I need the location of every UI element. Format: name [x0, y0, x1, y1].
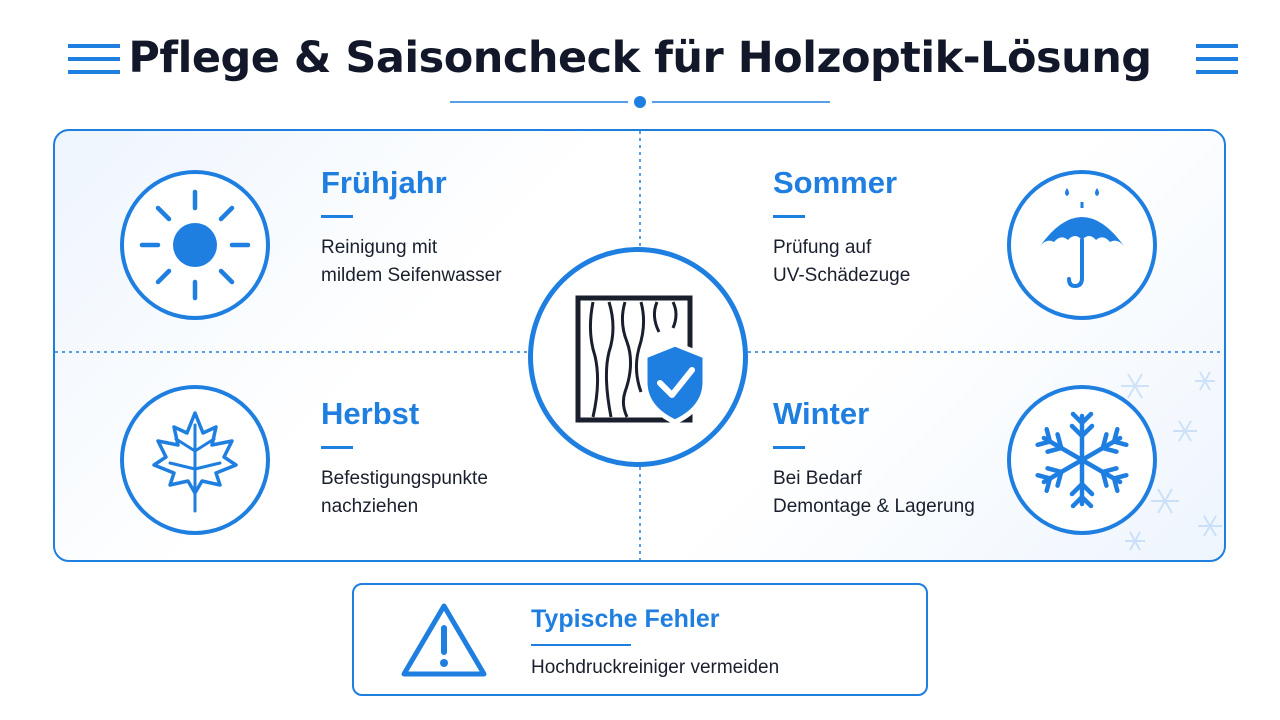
accent-bar [773, 215, 805, 218]
season-description: Prüfung auf UV-Schädezuge [773, 237, 911, 286]
season-title: Sommer [773, 165, 898, 200]
warning-icon [399, 600, 489, 680]
menu-icon[interactable] [1196, 42, 1238, 76]
leaf-icon [124, 389, 266, 531]
summer-icon-circle [1007, 170, 1157, 320]
season-description: Reinigung mit mildem Seifenwasser [321, 237, 502, 286]
wood-shield-icon [533, 252, 743, 462]
title-divider [450, 94, 830, 110]
accent-bar [531, 644, 631, 646]
season-winter [773, 396, 975, 521]
accent-bar [321, 215, 353, 218]
mistakes-text: Hochdruckreiniger vermeiden [531, 657, 780, 678]
page-title: Pflege & Saisoncheck für Holzoptik-Lösung [128, 33, 1152, 83]
season-title: Herbst [321, 396, 420, 431]
season-description: Bei Bedarf Demontage & Lagerung [773, 468, 975, 517]
mistakes-title: Typische Fehler [531, 605, 720, 633]
accent-bar [773, 446, 805, 449]
season-summer [773, 165, 910, 290]
season-title: Winter [773, 396, 870, 431]
sun-icon [124, 174, 266, 316]
snowflake-icon [1011, 389, 1153, 531]
autumn-icon-circle [120, 385, 270, 535]
menu-icon[interactable] [68, 42, 120, 76]
season-title: Frühjahr [321, 165, 447, 200]
accent-bar [321, 446, 353, 449]
season-spring [321, 165, 502, 290]
season-description: Befestigungspunkte nachziehen [321, 468, 488, 517]
umbrella-icon [1011, 174, 1153, 316]
season-autumn [321, 396, 488, 521]
center-badge [528, 247, 748, 467]
header [0, 28, 1280, 88]
spring-icon-circle [120, 170, 270, 320]
winter-icon-circle [1007, 385, 1157, 535]
common-mistakes-box [352, 583, 928, 696]
